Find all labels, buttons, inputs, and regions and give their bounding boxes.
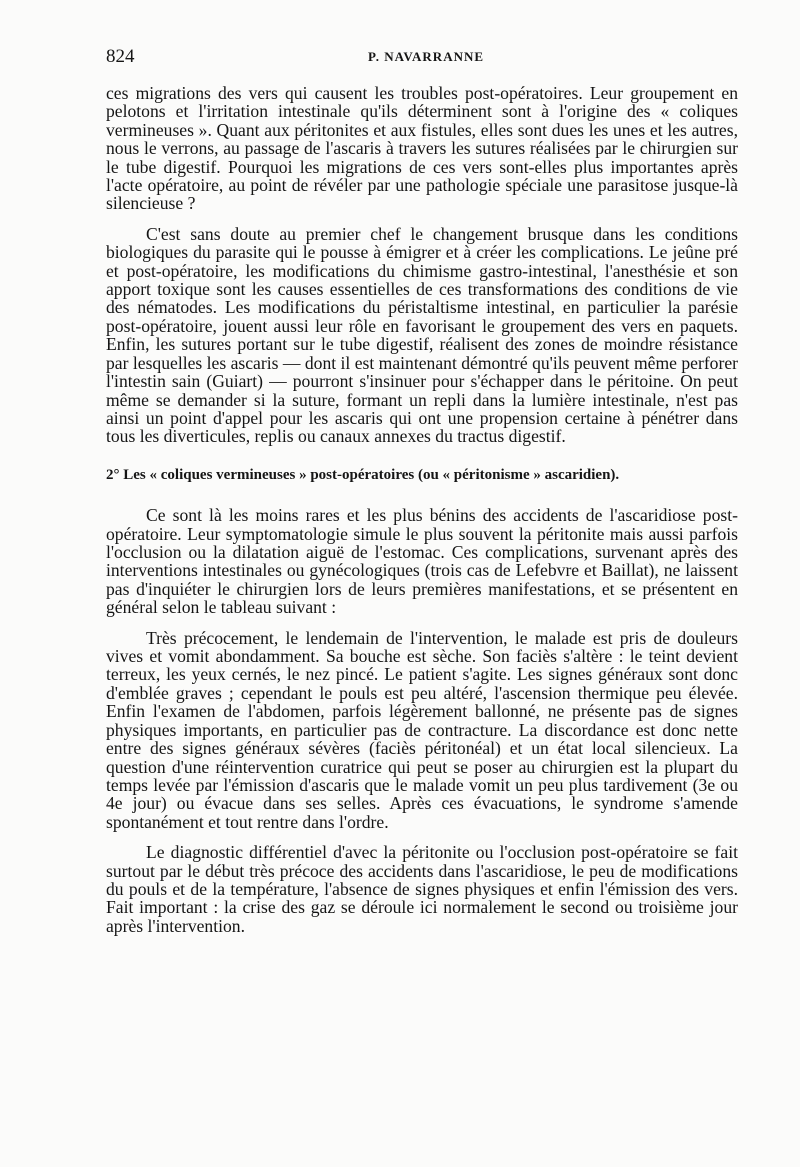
- paragraph-3: Ce sont là les moins rares et les plus bénins des accidents de l'ascaridiose post-opératoire. Leur symptomatologie simule le plus souvent la péritonite mais aussi parfois l'occlusion ou la dilatation aiguë de l'estomac. Ces complications, survenant après des interventions intestinales ou gynécologiques (trois cas de Lefebvre et Baillat), ne laissent pas d'inquiéter le chirurgien lors de leurs premières manifestations, et se présentent en général selon le tableau suivant :: [106, 505, 738, 618]
- page-number: 824: [106, 46, 135, 67]
- paragraph-4: Très précocement, le lendemain de l'intervention, le malade est pris de douleurs vives et vomit abondamment. Sa bouche est sèche. Son faciès s'altère : le teint devient terreux, les yeux cernés, le nez pincé. Le patient s'agite. Les signes généraux sont donc d'emblée graves ; cependant le pouls est peu altéré, l'ascension thermique peu élevée. Enfin l'examen de l'abdomen, parfois légèrement ballonné, ne présente pas de signes physiques importants, en particulier pas de contracture. La discordance est donc nette entre des signes généraux sévères (faciès péritonéal) et un état local silencieux. La question d'une réintervention curatrice qui peut se poser au chirurgien est la plupart du temps levée par l'émission d'ascaris que le malade vomit un peu plus tardivement (3e ou 4e jour) ou évacue dans ses selles. Après ces évacuations, le syndrome s'amende spontanément et tout rentre dans l'ordre.: [106, 627, 738, 832]
- body-text: [106, 84, 738, 947]
- running-head: P. NAVARRANNE: [367, 49, 485, 64]
- paragraph-2: C'est sans doute au premier chef le changement brusque dans les conditions biologiques du parasite qui le pousse à émigrer et à créer les complications. Le jeûne pré et post-opératoire, les modifications du chimisme gastro-intestinal, l'anesthésie et son apport toxique sont les causes essentielles de ces transformations des conditions de vie des nématodes. Les modifications du péristaltisme intestinal, en particulier la parésie post-opératoire, jouent aussi leur rôle en favorisant le groupement des vers en paquets. Enfin, les sutures portant sur le tube digestif, réalisent des zones de moindre résistance par lesquelles les ascaris — dont il est maintenant démontré qu'ils peuvent même perforer l'intestin sain (Guiart) — pourront s'insinuer pour s'échapper dans le péritoine. On peut même se demander si la suture, formant un repli dans la lumière intestinale, n'est pas ainsi un point d'appel pour les ascaris qui ont une propension certaine à pénétrer dans tous les diverticules, replis ou canaux annexes du tractus digestif.: [106, 223, 738, 447]
- page-header: [106, 46, 746, 72]
- section-heading: 2° Les « coliques vermineuses » post-opératoires (ou « péritonisme » ascaridien).: [106, 466, 620, 483]
- paragraph-1: ces migrations des vers qui causent les troubles post-opératoires. Leur groupement en pelotons et l'irritation intestinale qu'ils déterminent sont à l'origine des « coliques vermineuses ». Quant aux péritonites et aux fistules, elles sont dues les unes et les autres, nous le verrons, au passage de l'ascaris à travers les sutures réalisées par le chirurgien sur le tube digestif. Pourquoi les migrations de ces vers sont-elles plus importantes après l'acte opératoire, au point de révéler par une pathologie spéciale une parasitose jusque-là silencieuse ?: [106, 83, 738, 214]
- paragraph-5: Le diagnostic différentiel d'avec la péritonite ou l'occlusion post-opératoire se fait surtout par le début très précoce des accidents dans l'ascaridiose, le peu de modifications du pouls et de la température, l'absence de signes physiques et enfin l'émission des vers. Fait important : la crise des gaz se déroule ici normalement le second ou troisième jour après l'intervention.: [106, 842, 738, 936]
